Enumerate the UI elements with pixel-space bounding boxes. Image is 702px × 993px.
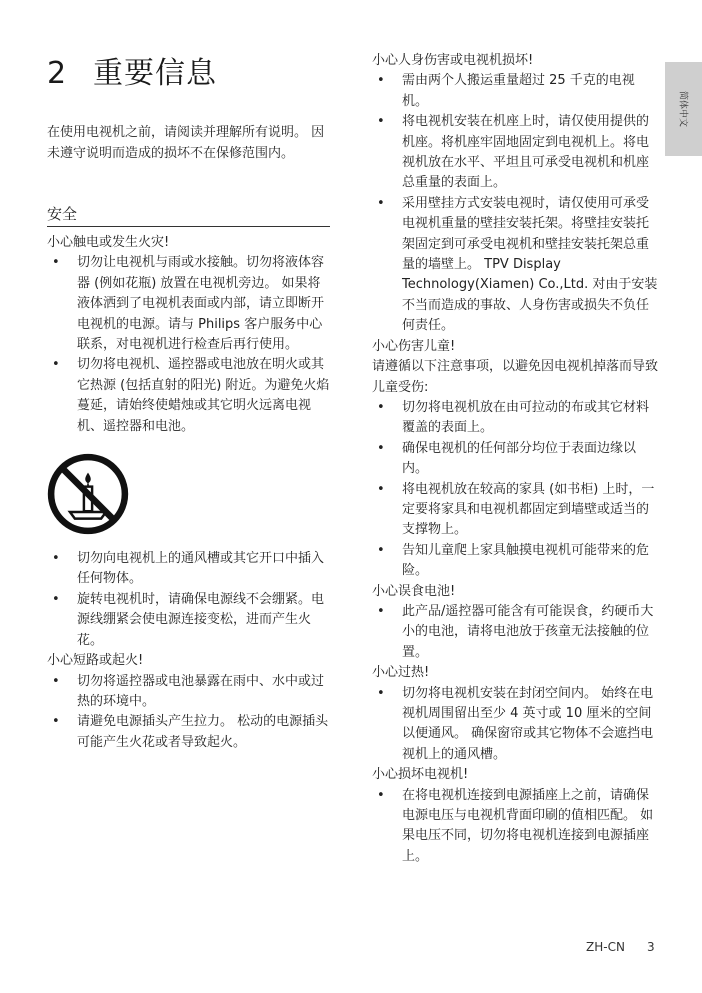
injury-heading: 小心人身伤害或电视机损坏! [372,53,534,68]
list-item: • 旋转电视机时，请确保电源线不会绷紧。电源线绷紧会使电源连接变松，进而产生火花。 [47,590,332,651]
list-item: • 告知儿童爬上家具触摸电视机可能带来的危险。 [372,541,660,582]
list-item: • 将电视机安装在机座上时，请仅使用提供的机座。将机座牢固地固定到电视机上。将电视机放在水平、平坦且可承受电视机和机座总重量的表面上。 [372,112,660,194]
list-item: • 切勿向电视机上的通风槽或其它开口中插入任何物体。 [47,549,332,590]
fire-warning-list-2 [47,549,332,651]
chapter-heading [47,48,217,92]
damage-list [372,786,660,868]
short-circuit-heading: 小心短路或起火! [47,653,144,669]
overheat-heading: 小心过热! [372,665,430,681]
chapter-title: 重要信息 [93,56,217,91]
fire-warning-heading: 小心触电或发生火灾! [47,235,170,250]
section-divider [47,226,330,227]
list-item: • 此产品/遥控器可能含有可能误食，约硬币大小的电池，请将电池放于孩童无法接触的位置。 [372,602,660,663]
list-item: • 切勿将遥控器或电池暴露在雨中、水中或过热的环境中。 [47,672,332,713]
list-item: • 采用壁挂方式安装电视时，请仅使用可承受电视机重量的壁挂安装托架。将壁挂安装托架固定到可承受电视机和壁挂安装托架总重量的墙壁上。 TPV Display Technology(Xiamen) Co.,Ltd. 对由于安装不当而造成的事故、人身伤害或损失不负任何责任。 [372,194,660,337]
footer-language-code: ZH-CN [586,940,625,954]
injury-list [372,71,660,336]
right-column [372,51,660,867]
children-intro: 请遵循以下注意事项，以避免因电视机掉落而导致儿童受伤: [372,359,659,395]
page-number: 3 [647,940,655,954]
children-list [372,398,660,582]
list-item: • 确保电视机的任何部分均位于表面边缘以内。 [372,439,660,480]
list-item: • 需由两个人搬运重量超过 25 千克的电视机。 [372,71,660,112]
left-column [47,233,332,753]
no-candle-icon [47,453,129,535]
list-item: • 将电视机放在较高的家具 (如书柜) 上时，一定要将家具和电视机都固定到墙壁或适当的支撑物上。 [372,480,660,541]
list-item: • 请避免电源插头产生拉力。 松动的电源插头可能产生火花或者导致起火。 [47,712,332,753]
list-item: • 在将电视机连接到电源插座上之前，请确保电源电压与电视机背面印刷的值相匹配。 如果电压不同，切勿将电视机连接到电源插座上。 [372,786,660,868]
fire-warning-list [47,253,332,437]
list-item: • 切勿让电视机与雨或水接触。切勿将液体容器 (例如花瓶) 放置在电视机旁边。 如果将液体洒到了电视机表面或内部，请立即断开电视机的电源。请与 Philips 客户服务中心联系，对电视机进行检查后再行使用。 [47,253,332,355]
damage-heading: 小心损坏电视机! [372,767,469,783]
overheat-list [372,684,660,766]
language-tab-label: 简体中文 [677,90,687,128]
list-item: • 切勿将电视机放在由可拉动的布或其它材料覆盖的表面上。 [372,398,660,439]
battery-heading: 小心误食电池! [372,583,456,599]
list-item: • 切勿将电视机安装在封闭空间内。 始终在电视机周围留出至少 4 英寸或 10 厘米的空间以便通风。 确保窗帘或其它物体不会遮挡电视机上的通风槽。 [372,684,660,766]
short-circuit-list [47,672,332,754]
children-heading: 小心伤害儿童! [372,338,456,354]
language-side-tab [665,62,702,156]
battery-list [372,602,660,663]
chapter-number: 2 [47,56,68,91]
list-item: • 切勿将电视机、遥控器或电池放在明火或其它热源 (包括直射的阳光) 附近。为避免火焰蔓延，请始终使蜡烛或其它明火远离电视机、遥控器和电池。 [47,355,332,437]
section-title-safety: 安全 [47,205,78,223]
intro-paragraph: 在使用电视机之前，请阅读并理解所有说明。 因未遵守说明而造成的损坏不在保修范围内。 [47,125,325,161]
